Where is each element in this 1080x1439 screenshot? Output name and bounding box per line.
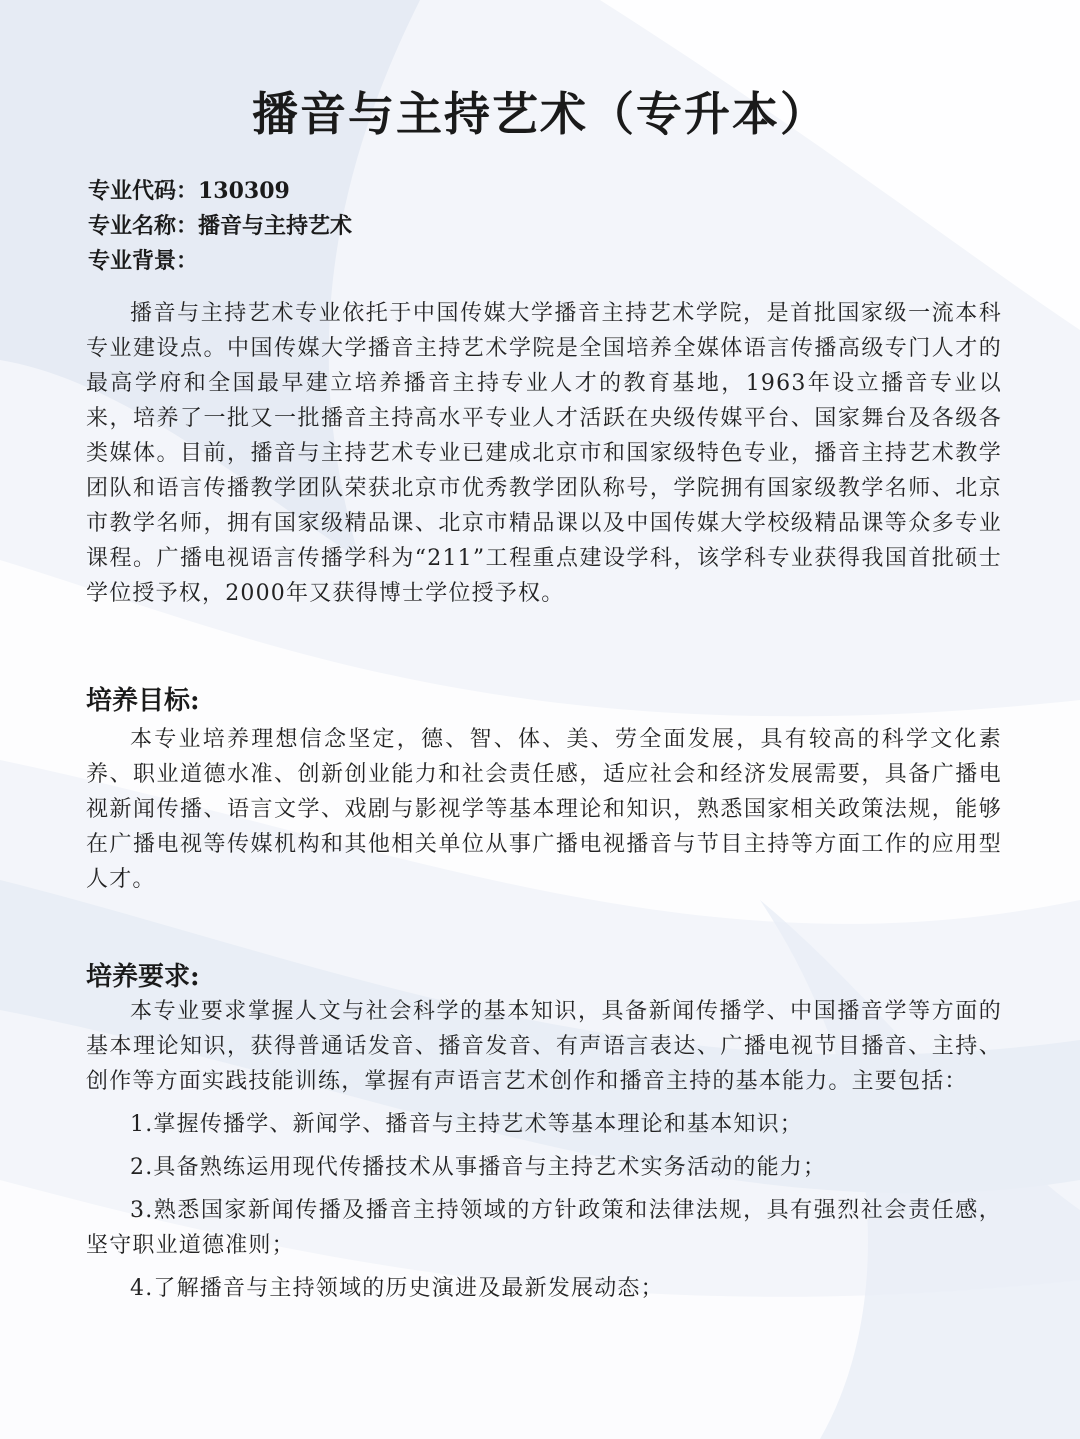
requirement-item: 1.掌握传播学、新闻学、播音与主持艺术等基本理论和基本知识； xyxy=(130,1112,803,1137)
background-paragraph: 播音与主持艺术专业依托于中国传媒大学播音主持艺术学院，是首批国家级一流本科专业建设点。中国传媒大学播音主持艺术学院是全国培养全媒体语言传播高级专门人才的最高学府和全国最早建立培养播音主持专业人才的教育基地，1963年设立播音专业以来，培养了一批又一批播音主持高水平专业人才活跃在央级传媒平台、国家舞台及各级各类媒体。目前，播音与主持艺术专业已建成北京市和国家级特色专业，播音主持艺术教学团队和语言传播教学团队荣获北京市优秀教学团队称号，学院拥有国家级教学名师、北京市教学名师，拥有国家级精品课、北京市精品课以及中国传媒大学校级精品课等众多专业课程。广播电视语言传播学科为“211”工程重点建设学科，该学科专业获得我国首批硕士学位授予权，2000年又获得博士学位授予权。 xyxy=(86,301,1002,606)
background-section xyxy=(86,296,1002,611)
requirements-intro: 本专业要求掌握人文与社会科学的基本知识，具备新闻传播学、中国播音学等方面的基本理论知识，获得普通话发音、播音发音、有声语言表达、广播电视节目播音、主持、创作等方面实践技能训练，掌握有声语言艺术创作和播音主持的基本能力。主要包括： xyxy=(86,999,1002,1094)
requirement-item: 3.熟悉国家新闻传播及播音主持领域的方针政策和法律法规，具有强烈社会责任感，坚守职业道德准则； xyxy=(86,1198,1002,1258)
goal-section xyxy=(86,722,1002,897)
requirements-heading: 培养要求: xyxy=(86,962,200,992)
page-title: 播音与主持艺术（专升本） xyxy=(252,87,828,141)
requirements-section xyxy=(86,994,1002,1306)
goal-heading: 培养目标: xyxy=(86,686,200,716)
major-info xyxy=(88,174,352,279)
requirement-item: 4.了解播音与主持领域的历史演进及最新发展动态； xyxy=(130,1276,664,1301)
major-background-label: 专业背景： xyxy=(88,248,199,274)
requirement-item: 2.具备熟练运用现代传播技术从事播音与主持艺术实务活动的能力； xyxy=(130,1155,827,1180)
goal-paragraph: 本专业培养理想信念坚定，德、智、体、美、劳全面发展，具有较高的科学文化素养、职业道德水准、创新创业能力和社会责任感，适应社会和经济发展需要，具备广播电视新闻传播、语言文学、戏剧与影视学等基本理论和知识，熟悉国家相关政策法规，能够在广播电视等传媒机构和其他相关单位从事广播电视播音与节目主持等方面工作的应用型人才。 xyxy=(86,727,1002,892)
major-name: 专业名称：播音与主持艺术 xyxy=(88,213,353,239)
major-code: 专业代码：130309 xyxy=(88,178,290,204)
